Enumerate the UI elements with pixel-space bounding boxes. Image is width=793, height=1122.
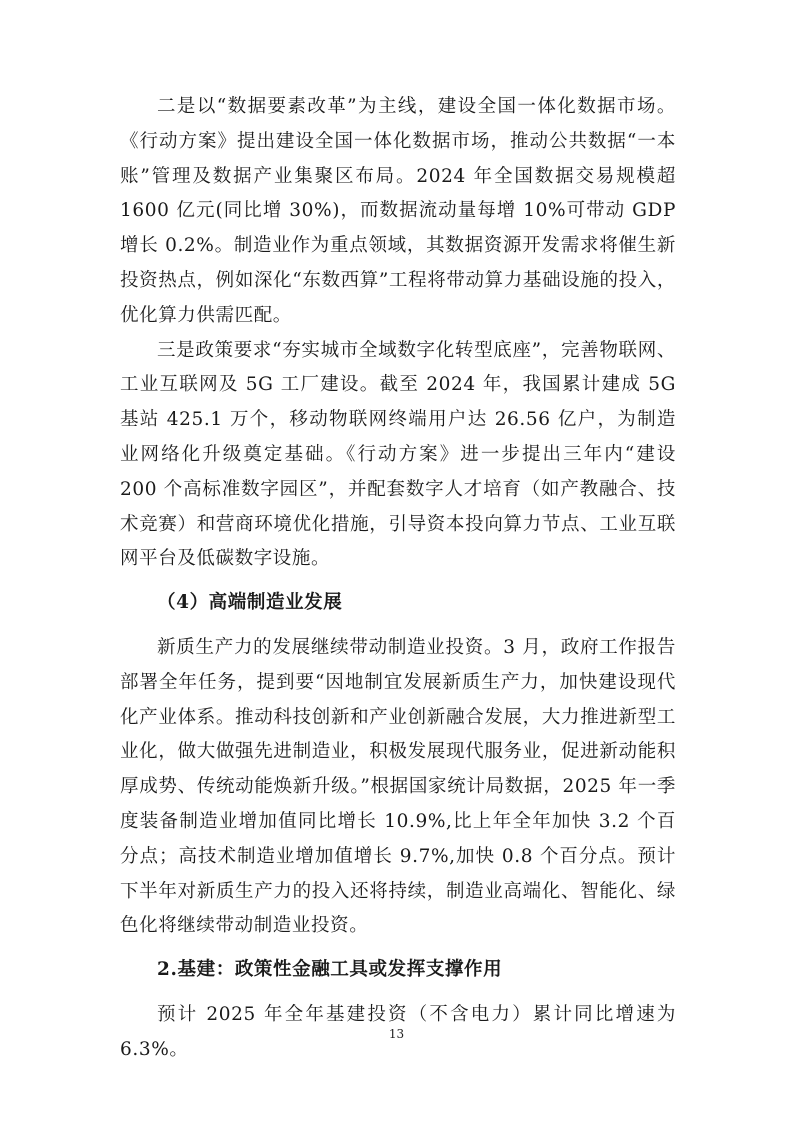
page-number: 13 bbox=[388, 1027, 405, 1041]
paragraph-new-productive-forces: 新质生产力的发展继续带动制造业投资。3 月，政府工作报告部署全年任务，提到要“因地制宜发展新质生产力，加快建设现代化产业体系。推动科技创新和产业创新融合发展，大力推进新型工业化，做大做强先进制造业，积极发展现代服务业，促进新动能积厚成势、传统动能焕新升级。”根据国家统计局数据，2025 年一季度装备制造业增加值同比增长 10.9%,比上年全年加快 3.2 个百分点；高技术制造业增加值增长 9.7%,加快 0.8 个百分点。预计下半年对新质生产力的投入还将持续，制造业高端化、智能化、绿色化将继续带动制造业投资。 bbox=[120, 636, 676, 937]
section-heading-infrastructure: 2.基建：政策性金融工具或发挥支撑作用 bbox=[157, 959, 503, 981]
paragraph-data-market: 二是以“数据要素改革”为主线，建设全国一体化数据市场。《行动方案》提出建设全国一体化数据市场，推动公共数据“一本账”管理及数据产业集聚区布局。2024 年全国数据交易规模超 1600 亿元(同比增 30%)，而数据流动量每增 10%可带动 GDP 增长 0.2%。制造业作为重点领域，其数据资源开发需求将催生新投资热点，例如深化“东数西算”工程将带动算力基础设施的投入，优化算力供需匹配。 bbox=[120, 96, 676, 326]
document-body bbox=[120, 90, 676, 1068]
section-heading-high-end-manufacturing: （4）高端制造业发展 bbox=[157, 592, 343, 614]
paragraph-digital-infrastructure: 三是政策要求“夯实城市全域数字化转型底座”，完善物联网、工业互联网及 5G 工厂建设。截至 2024 年，我国累计建成 5G 基站 425.1 万个，移动物联网终端用户达 26.56 亿户，为制造业网络化升级奠定基础。《行动方案》进一步提出三年内“建设 200 个高标准数字园区”，并配套数字人才培育（如产教融合、技术竞赛）和营商环境优化措施，引导资本投向算力节点、工业互联网平台及低碳数字设施。 bbox=[120, 339, 676, 570]
paragraph-infrastructure-forecast: 预计 2025 年全年基建投资（不含电力）累计同比增速为 6.3%。 bbox=[120, 1003, 676, 1060]
